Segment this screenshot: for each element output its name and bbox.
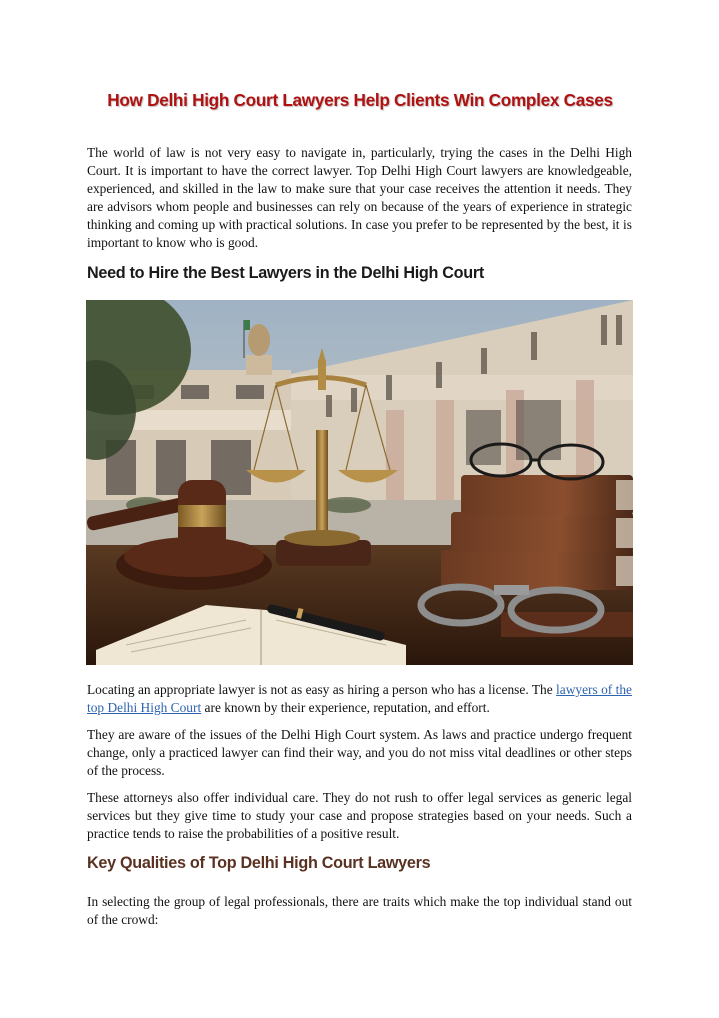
- page-title: How Delhi High Court Lawyers Help Clients Win Complex Cases: [107, 90, 613, 110]
- hero-image: [86, 300, 633, 665]
- paragraph-traits: In selecting the group of legal professionals, there are traits which make the top individual stand out of the crowd:: [87, 894, 632, 928]
- top-lawyers-link[interactable]: lawyers of the top Delhi High Court: [87, 682, 632, 716]
- paragraph-text: are known by their experience, reputation, and effort.: [201, 700, 490, 716]
- paragraph-locating: [87, 681, 632, 717]
- intro-paragraph: The world of law is not very easy to navigate in, particularly, trying the cases in the Delhi High Court. It is important to have the correct lawyer. Top Delhi High Court lawyers are knowledgeable, experienced, and skilled in the law to make sure that your case receives the attention it needs. They are advisors whom people and businesses can rely on because of the years of experience in strategic thinking and coming up with practical solutions. In case you prefer to be represented by the best, it is important to know who is good.: [87, 145, 632, 251]
- section-heading-hire: Need to Hire the Best Lawyers in the Delhi High Court: [87, 264, 484, 282]
- paragraph-text: Locating an appropriate lawyer is not as easy as hiring a person who has a license. The: [87, 682, 557, 697]
- paragraph-individual-care: These attorneys also offer individual care. They do not rush to offer legal services as generic legal services but they give time to study your case and propose strategies based on your needs. Such a practice tends to raise the probabilities of a positive result.: [87, 790, 632, 842]
- paragraph-aware: They are aware of the issues of the Delhi High Court system. As laws and practice undergo frequent change, only a practiced lawyer can find their way, and you do not miss vital deadlines or other steps of the process.: [87, 727, 632, 779]
- section-heading-qualities: Key Qualities of Top Delhi High Court Lawyers: [87, 854, 431, 872]
